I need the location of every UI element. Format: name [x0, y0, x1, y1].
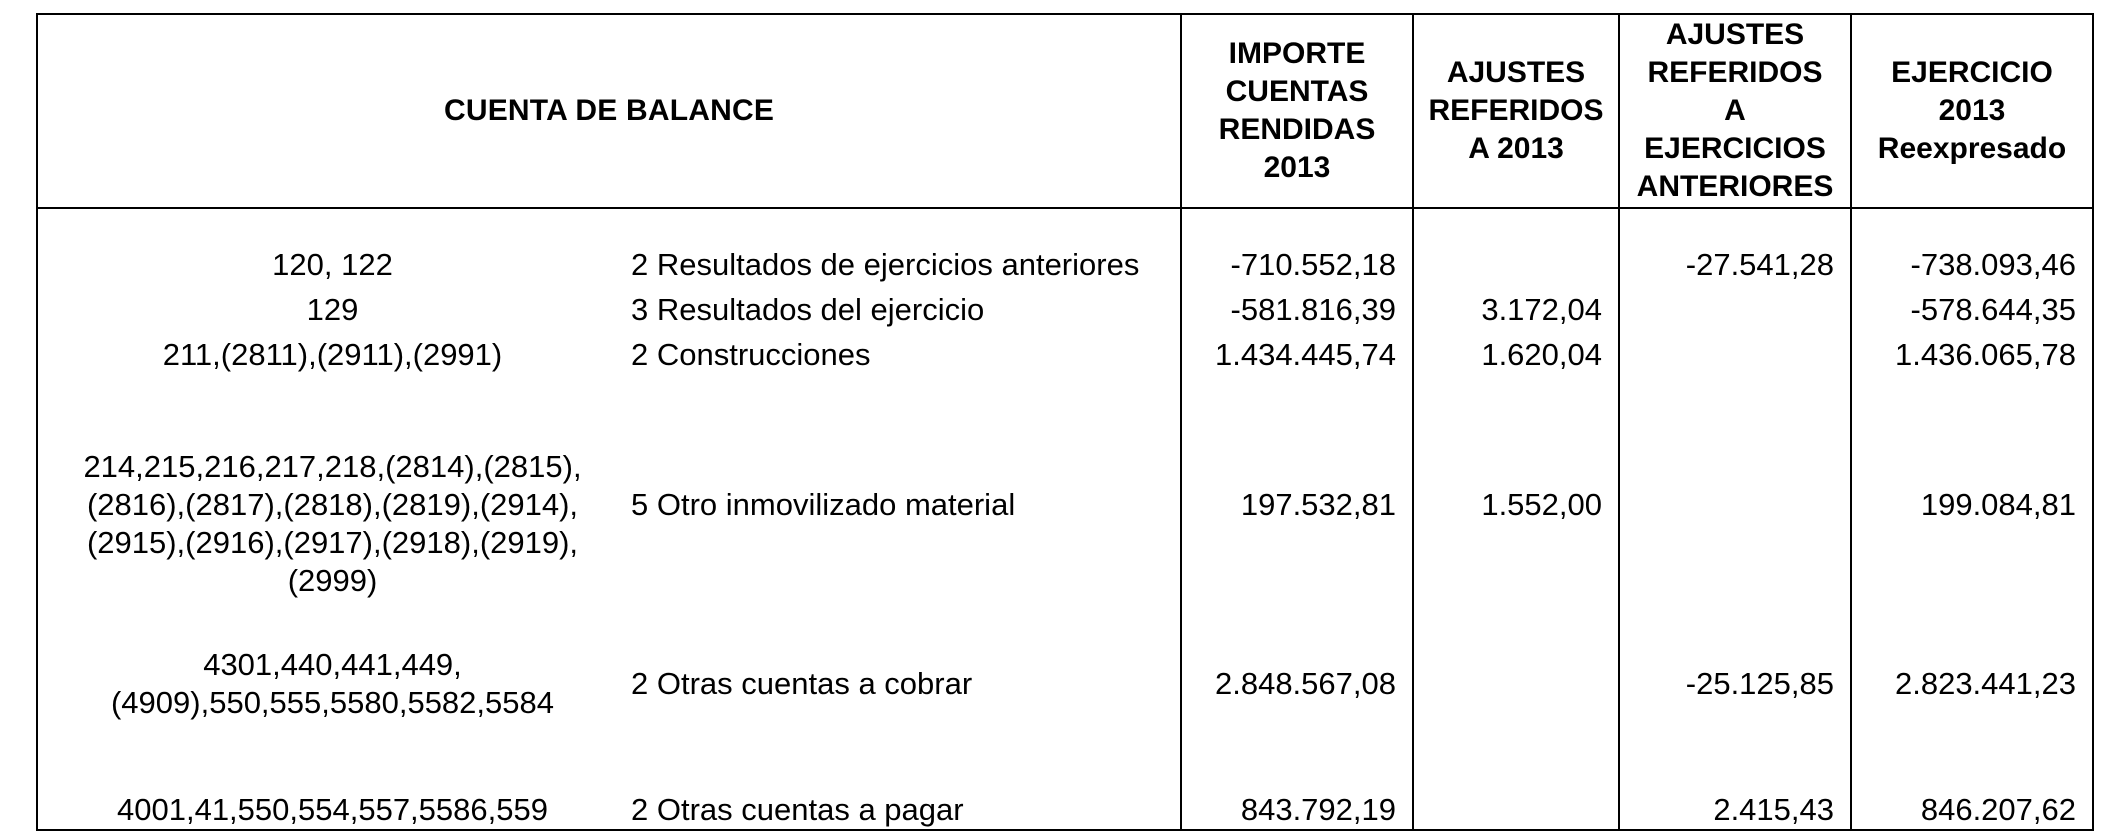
header-ajustes-anteriores: AJUSTES REFERIDOS A EJERCICIOS ANTERIORES — [1619, 14, 1851, 208]
ajustes-2013-cell — [1413, 208, 1619, 284]
table-row — [37, 374, 2093, 636]
account-code: 211,(2811),(2911),(2991) — [37, 329, 627, 374]
account-code: 4301,440,441,449,(4909),550,555,5580,5582,5584 — [37, 636, 627, 732]
table-row — [37, 732, 2093, 830]
importe-cell: 843.792,19 — [1181, 732, 1413, 830]
importe-cell: -581.816,39 — [1181, 284, 1413, 329]
account-description: 2 Construcciones — [627, 329, 1181, 374]
importe-cell: 2.848.567,08 — [1181, 636, 1413, 732]
importe-cell: -710.552,18 — [1181, 208, 1413, 284]
reexpresado-cell: 846.207,62 — [1851, 732, 2093, 830]
ajustes-anteriores-cell: 2.415,43 — [1619, 732, 1851, 830]
account-description: 2 Otras cuentas a pagar — [627, 732, 1181, 830]
table-row — [37, 208, 2093, 284]
ajustes-2013-cell: 1.552,00 — [1413, 374, 1619, 636]
ajustes-2013-cell — [1413, 732, 1619, 830]
ajustes-2013-cell — [1413, 636, 1619, 732]
header-reexpresado: EJERCICIO 2013 Reexpresado — [1851, 14, 2093, 208]
reexpresado-cell: -738.093,46 — [1851, 208, 2093, 284]
account-description: 3 Resultados del ejercicio — [627, 284, 1181, 329]
account-description: 2 Resultados de ejercicios anteriores — [627, 208, 1181, 284]
account-code: 129 — [37, 284, 627, 329]
ajustes-anteriores-cell — [1619, 374, 1851, 636]
ajustes-anteriores-cell: -25.125,85 — [1619, 636, 1851, 732]
importe-cell: 197.532,81 — [1181, 374, 1413, 636]
ajustes-anteriores-cell — [1619, 329, 1851, 374]
header-ajustes-2013: AJUSTES REFERIDOS A 2013 — [1413, 14, 1619, 208]
table-row — [37, 284, 2093, 329]
account-code: 120, 122 — [37, 208, 627, 284]
importe-cell: 1.434.445,74 — [1181, 329, 1413, 374]
reexpresado-cell: -578.644,35 — [1851, 284, 2093, 329]
table-row — [37, 636, 2093, 732]
header-importe: IMPORTE CUENTAS RENDIDAS 2013 — [1181, 14, 1413, 208]
header-row — [37, 14, 2093, 208]
account-description: 5 Otro inmovilizado material — [627, 374, 1181, 636]
reexpresado-cell: 2.823.441,23 — [1851, 636, 2093, 732]
reexpresado-cell: 1.436.065,78 — [1851, 329, 2093, 374]
table-row — [37, 329, 2093, 374]
account-code: 4001,41,550,554,557,5586,559 — [37, 732, 627, 830]
reexpresado-cell: 199.084,81 — [1851, 374, 2093, 636]
ajustes-2013-cell: 3.172,04 — [1413, 284, 1619, 329]
ajustes-anteriores-cell — [1619, 284, 1851, 329]
balance-table — [36, 13, 2094, 831]
ajustes-anteriores-cell: -27.541,28 — [1619, 208, 1851, 284]
header-account: CUENTA DE BALANCE — [37, 14, 1181, 208]
ajustes-2013-cell: 1.620,04 — [1413, 329, 1619, 374]
account-description: 2 Otras cuentas a cobrar — [627, 636, 1181, 732]
account-code: 214,215,216,217,218,(2814),(2815),(2816),(2817),(2818),(2819),(2914),(2915),(2916),(2917),(2918),(2919),(2999) — [37, 374, 627, 636]
